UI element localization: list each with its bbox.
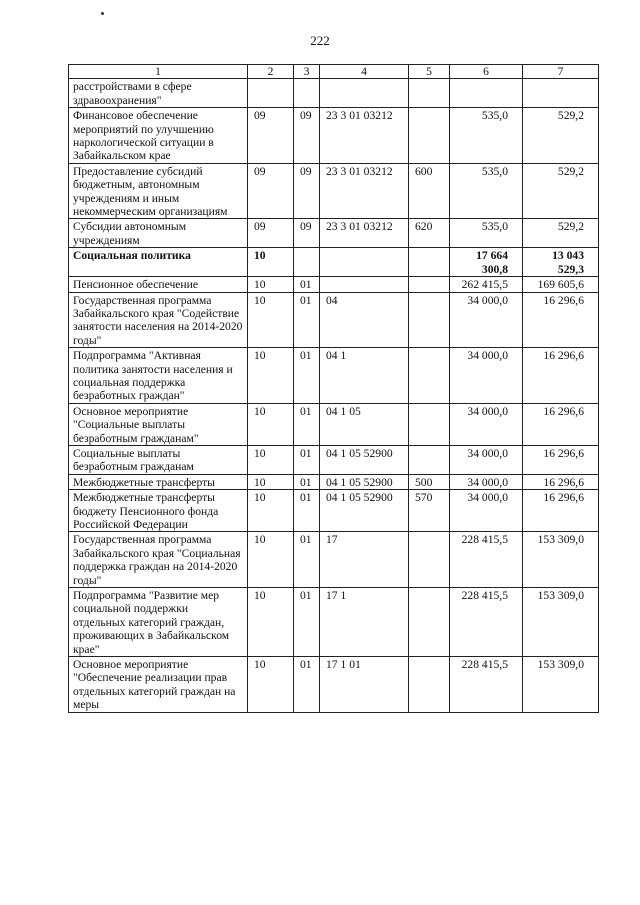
target-article-cell: 04 — [320, 292, 409, 348]
row-name-cell: Подпрограмма "Развитие мер социальной поддержки отдельных категорий граждан, проживающих в Забайкальском крае" — [69, 588, 248, 657]
subsection-code-cell — [294, 248, 320, 277]
section-code-cell: 10 — [248, 277, 294, 292]
amount-col7-cell: 16 296,6 — [523, 348, 599, 404]
subsection-code-cell: 01 — [294, 657, 320, 713]
amount-col6-cell: 34 000,0 — [450, 292, 523, 348]
table-row — [69, 79, 599, 108]
scan-speck — [101, 12, 105, 16]
amount-col6-cell: 535,0 — [450, 219, 523, 248]
subsection-code-cell: 01 — [294, 445, 320, 474]
table-row — [69, 532, 599, 588]
column-number: 4 — [320, 65, 409, 79]
amount-col7-cell: 529,2 — [523, 163, 599, 219]
row-name-cell: Социальные выплаты безработным гражданам — [69, 445, 248, 474]
row-name-cell: Государственная программа Забайкальского края "Содействие занятости населения на 2014-2020 годы" — [69, 292, 248, 348]
target-article-cell: 17 1 01 — [320, 657, 409, 713]
table-row — [69, 657, 599, 713]
table-row — [69, 403, 599, 445]
target-article-cell: 23 3 01 03212 — [320, 219, 409, 248]
expense-type-cell: 570 — [409, 490, 450, 532]
amount-col7-cell: 169 605,6 — [523, 277, 599, 292]
table-row — [69, 248, 599, 277]
section-code-cell: 10 — [248, 588, 294, 657]
column-number-row — [69, 65, 599, 79]
budget-table-body — [69, 65, 599, 713]
section-code-cell: 10 — [248, 248, 294, 277]
table-row — [69, 277, 599, 292]
expense-type-cell: 500 — [409, 474, 450, 489]
amount-col6-cell: 262 415,5 — [450, 277, 523, 292]
expense-type-cell — [409, 277, 450, 292]
target-article-cell — [320, 277, 409, 292]
amount-col6-cell: 535,0 — [450, 163, 523, 219]
expense-type-cell — [409, 79, 450, 108]
column-number: 5 — [409, 65, 450, 79]
subsection-code-cell: 01 — [294, 277, 320, 292]
column-number: 1 — [69, 65, 248, 79]
amount-col7-cell: 13 043 529,3 — [523, 248, 599, 277]
subsection-code-cell: 09 — [294, 108, 320, 164]
target-article-cell: 04 1 — [320, 348, 409, 404]
amount-col6-cell: 34 000,0 — [450, 348, 523, 404]
amount-col7-cell: 529,2 — [523, 108, 599, 164]
amount-col6-cell: 535,0 — [450, 108, 523, 164]
target-article-cell: 04 1 05 — [320, 403, 409, 445]
expense-type-cell — [409, 248, 450, 277]
row-name-cell: Финансовое обеспечение мероприятий по улучшению наркологической ситуации в Забайкальском крае — [69, 108, 248, 164]
expense-type-cell: 620 — [409, 219, 450, 248]
amount-col7-cell — [523, 79, 599, 108]
expense-type-cell — [409, 657, 450, 713]
row-name-cell: Предоставление субсидий бюджетным, автономным учреждениям и иным некоммерческим организациям — [69, 163, 248, 219]
section-code-cell: 09 — [248, 219, 294, 248]
row-name-cell: Государственная программа Забайкальского края "Социальная поддержка граждан на 2014-2020 годы" — [69, 532, 248, 588]
table-row — [69, 348, 599, 404]
target-article-cell: 17 1 — [320, 588, 409, 657]
expense-type-cell — [409, 292, 450, 348]
subsection-code-cell: 09 — [294, 163, 320, 219]
amount-col6-cell — [450, 79, 523, 108]
amount-col7-cell: 16 296,6 — [523, 490, 599, 532]
amount-col6-cell: 34 000,0 — [450, 445, 523, 474]
section-code-cell: 10 — [248, 532, 294, 588]
amount-col7-cell: 153 309,0 — [523, 657, 599, 713]
amount-col7-cell: 16 296,6 — [523, 292, 599, 348]
amount-col6-cell: 34 000,0 — [450, 474, 523, 489]
section-code-cell: 09 — [248, 108, 294, 164]
expense-type-cell — [409, 588, 450, 657]
expense-type-cell — [409, 348, 450, 404]
row-name-cell: Межбюджетные трансферты — [69, 474, 248, 489]
target-article-cell: 23 3 01 03212 — [320, 163, 409, 219]
table-row — [69, 292, 599, 348]
target-article-cell: 17 — [320, 532, 409, 588]
subsection-code-cell: 01 — [294, 474, 320, 489]
amount-col6-cell: 228 415,5 — [450, 588, 523, 657]
expense-type-cell — [409, 445, 450, 474]
subsection-code-cell: 01 — [294, 532, 320, 588]
expense-type-cell — [409, 403, 450, 445]
table-row — [69, 490, 599, 532]
table-row — [69, 474, 599, 489]
amount-col7-cell: 16 296,6 — [523, 474, 599, 489]
subsection-code-cell: 01 — [294, 348, 320, 404]
row-name-cell: Пенсионное обеспечение — [69, 277, 248, 292]
row-name-cell: Основное мероприятие "Обеспечение реализации прав отдельных категорий граждан на меры — [69, 657, 248, 713]
target-article-cell: 23 3 01 03212 — [320, 108, 409, 164]
table-row — [69, 588, 599, 657]
target-article-cell: 04 1 05 52900 — [320, 445, 409, 474]
row-name-cell: Основное мероприятие "Социальные выплаты безработным гражданам" — [69, 403, 248, 445]
section-code-cell: 10 — [248, 445, 294, 474]
row-name-cell: расстройствами в сфере здравоохранения" — [69, 79, 248, 108]
amount-col7-cell: 153 309,0 — [523, 588, 599, 657]
expense-type-cell: 600 — [409, 163, 450, 219]
subsection-code-cell: 09 — [294, 219, 320, 248]
amount-col7-cell: 16 296,6 — [523, 445, 599, 474]
amount-col6-cell: 228 415,5 — [450, 532, 523, 588]
target-article-cell — [320, 248, 409, 277]
amount-col6-cell: 17 664 300,8 — [450, 248, 523, 277]
table-row — [69, 445, 599, 474]
amount-col6-cell: 228 415,5 — [450, 657, 523, 713]
row-name-cell: Подпрограмма "Активная политика занятости населения и социальная поддержка безработных граждан" — [69, 348, 248, 404]
section-code-cell: 10 — [248, 474, 294, 489]
section-code-cell — [248, 79, 294, 108]
amount-col7-cell: 529,2 — [523, 219, 599, 248]
row-name-cell: Социальная политика — [69, 248, 248, 277]
section-code-cell: 09 — [248, 163, 294, 219]
expense-type-cell — [409, 108, 450, 164]
table-row — [69, 163, 599, 219]
amount-col7-cell: 16 296,6 — [523, 403, 599, 445]
target-article-cell: 04 1 05 52900 — [320, 490, 409, 532]
subsection-code-cell: 01 — [294, 292, 320, 348]
column-number: 6 — [450, 65, 523, 79]
section-code-cell: 10 — [248, 490, 294, 532]
target-article-cell: 04 1 05 52900 — [320, 474, 409, 489]
table-row — [69, 108, 599, 164]
row-name-cell: Субсидии автономным учреждениям — [69, 219, 248, 248]
column-number: 7 — [523, 65, 599, 79]
column-number: 3 — [294, 65, 320, 79]
subsection-code-cell: 01 — [294, 588, 320, 657]
expense-type-cell — [409, 532, 450, 588]
budget-table — [68, 64, 599, 713]
amount-col6-cell: 34 000,0 — [450, 403, 523, 445]
section-code-cell: 10 — [248, 292, 294, 348]
row-name-cell: Межбюджетные трансферты бюджету Пенсионного фонда Российской Федерации — [69, 490, 248, 532]
page-number: 222 — [310, 33, 330, 48]
subsection-code-cell: 01 — [294, 403, 320, 445]
subsection-code-cell — [294, 79, 320, 108]
section-code-cell: 10 — [248, 657, 294, 713]
amount-col6-cell: 34 000,0 — [450, 490, 523, 532]
table-row — [69, 219, 599, 248]
section-code-cell: 10 — [248, 403, 294, 445]
subsection-code-cell: 01 — [294, 490, 320, 532]
column-number: 2 — [248, 65, 294, 79]
amount-col7-cell: 153 309,0 — [523, 532, 599, 588]
target-article-cell — [320, 79, 409, 108]
section-code-cell: 10 — [248, 348, 294, 404]
